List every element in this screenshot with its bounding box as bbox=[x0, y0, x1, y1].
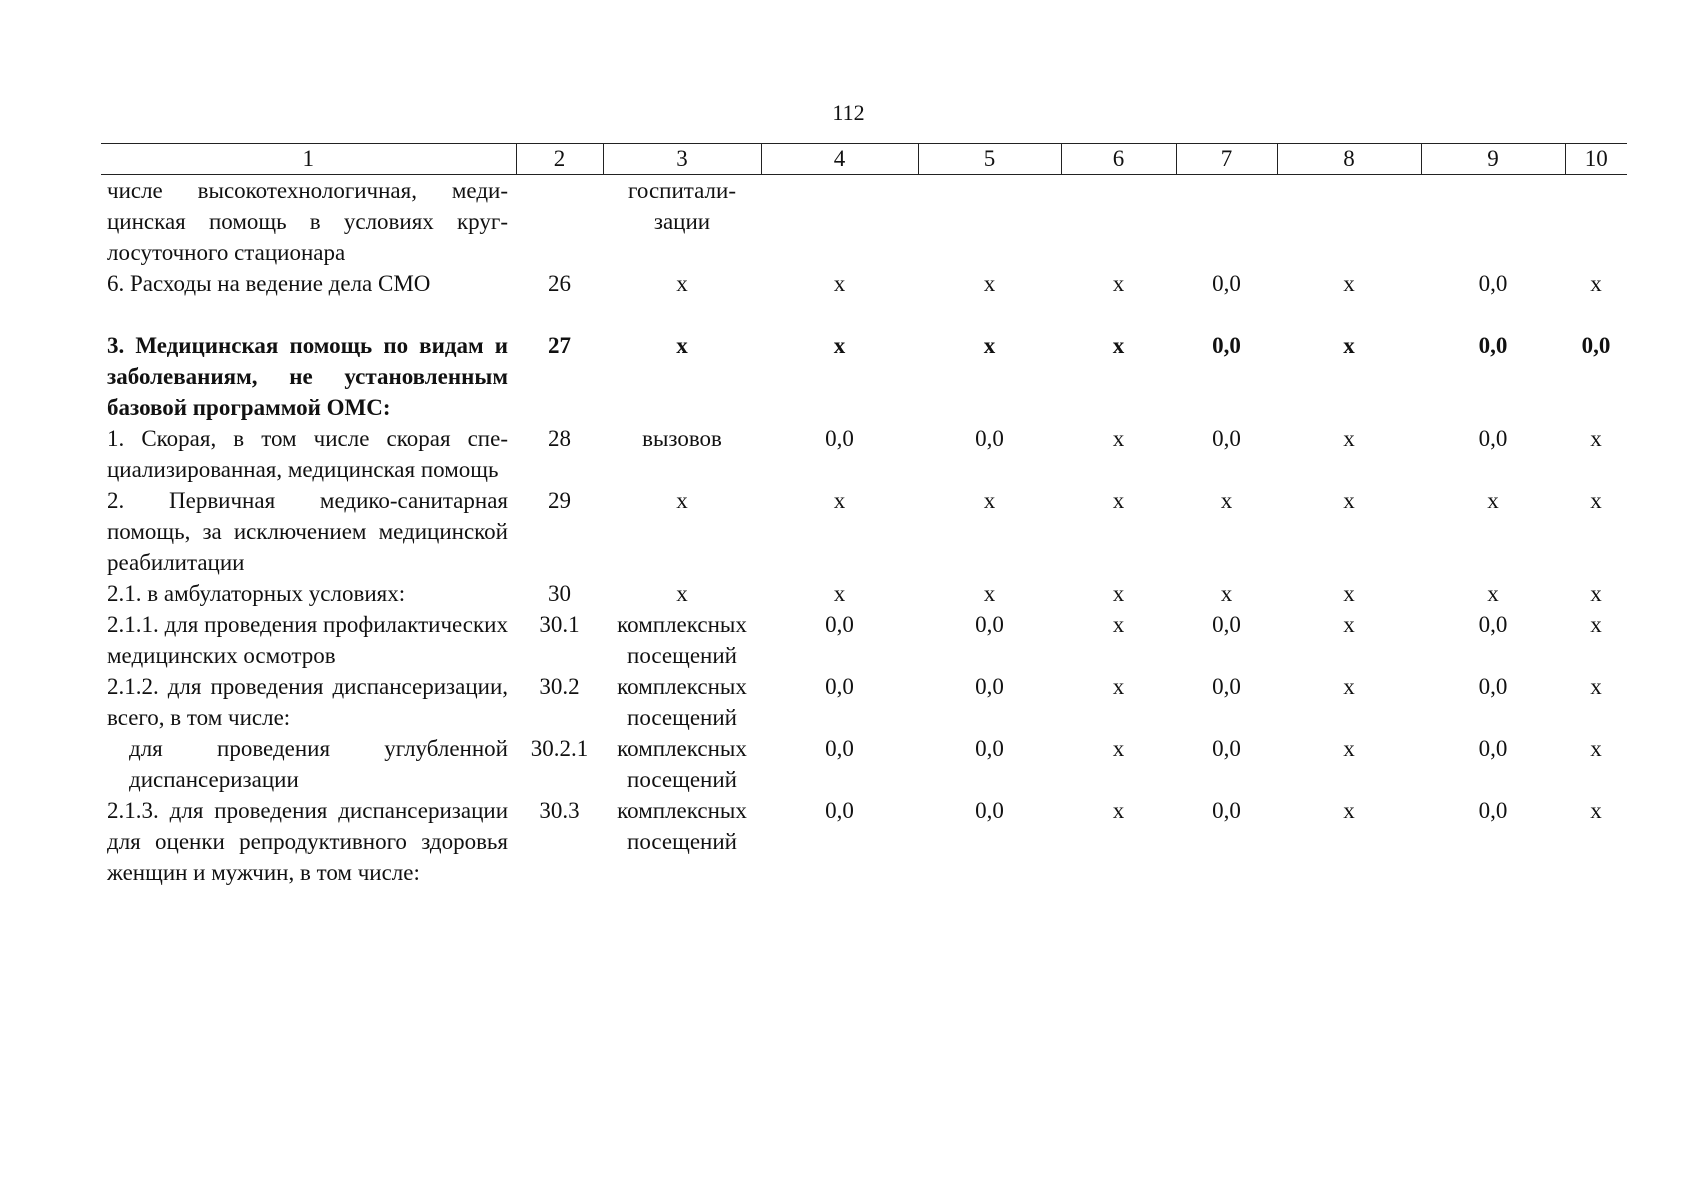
column-header-7: 7 bbox=[1176, 144, 1277, 175]
unit-cell: госпитализации bbox=[628, 178, 736, 234]
row-code-cell: 30 bbox=[548, 581, 571, 606]
row-code-cell: 30.1 bbox=[539, 612, 580, 637]
value-cell-6 bbox=[1061, 175, 1176, 269]
value-cell-7: 0,0 bbox=[1212, 736, 1241, 761]
row-name-cell: 2.1.1. для проведения профилактических медицинских осмотров bbox=[107, 612, 508, 668]
value-cell-10: х bbox=[1590, 612, 1602, 637]
table-row bbox=[101, 733, 1627, 795]
value-cell-8: х bbox=[1343, 581, 1355, 606]
value-cell-4: х bbox=[833, 333, 846, 358]
value-cell-6: х bbox=[1112, 674, 1125, 699]
value-cell-5: х bbox=[983, 333, 996, 358]
column-header-1: 1 bbox=[101, 144, 516, 175]
table-row bbox=[101, 175, 1627, 269]
value-cell-8: х bbox=[1343, 736, 1355, 761]
column-header-5: 5 bbox=[918, 144, 1061, 175]
value-cell-7: 0,0 bbox=[1212, 612, 1241, 637]
value-cell-6: х bbox=[1112, 798, 1125, 823]
row-name-cell: 3. Медицинская помощь по видам и заболеваниям, не установленным базовой программой ОМС: bbox=[107, 333, 508, 420]
value-cell-5: 0,0 bbox=[975, 674, 1004, 699]
table-body bbox=[101, 175, 1627, 889]
value-cell-7: 0,0 bbox=[1212, 798, 1241, 823]
value-cell-7 bbox=[1176, 175, 1277, 269]
row-code-cell: 30.2.1 bbox=[530, 736, 589, 761]
column-number-header bbox=[101, 144, 1627, 175]
value-cell-8: х bbox=[1343, 426, 1355, 451]
row-name-cell: 2.1.3. для проведения диспансеризации для оценки репродуктивного здоровья женщин и мужчин, в том числе: bbox=[107, 798, 508, 885]
value-cell-10: х bbox=[1590, 488, 1602, 513]
value-cell-4: 0,0 bbox=[825, 674, 854, 699]
value-cell-5: х bbox=[983, 581, 996, 606]
table-row bbox=[101, 578, 1627, 609]
value-cell-10 bbox=[1565, 175, 1627, 269]
value-cell-8: х bbox=[1343, 488, 1355, 513]
value-cell-10: х bbox=[1590, 798, 1602, 823]
row-code-cell: 26 bbox=[548, 271, 571, 296]
value-cell-9 bbox=[1421, 175, 1565, 269]
value-cell-9: 0,0 bbox=[1478, 798, 1508, 823]
row-name-cell: 1. Скорая, в том числе скорая специализированная, медицинская помощь bbox=[107, 426, 508, 482]
value-cell-4: 0,0 bbox=[825, 798, 854, 823]
value-cell-10: х bbox=[1590, 581, 1602, 606]
value-cell-4: 0,0 bbox=[825, 426, 854, 451]
value-cell-4: х bbox=[833, 581, 846, 606]
row-code-cell: 30.2 bbox=[539, 674, 580, 699]
row-code-cell: 27 bbox=[548, 333, 571, 358]
value-cell-6: х bbox=[1112, 333, 1125, 358]
value-cell-10: х bbox=[1590, 674, 1602, 699]
value-cell-9: 0,0 bbox=[1478, 736, 1508, 761]
value-cell-8 bbox=[1277, 175, 1421, 269]
row-code-cell bbox=[516, 175, 603, 269]
value-cell-5 bbox=[918, 175, 1061, 269]
unit-cell: вызовов bbox=[642, 426, 722, 451]
value-cell-9: х bbox=[1487, 488, 1499, 513]
value-cell-9: 0,0 bbox=[1478, 333, 1508, 358]
column-header-8: 8 bbox=[1277, 144, 1421, 175]
value-cell-4 bbox=[761, 175, 918, 269]
row-name-cell: 2.1. в амбулаторных условиях: bbox=[107, 581, 406, 606]
column-header-4: 4 bbox=[761, 144, 918, 175]
value-cell-5: 0,0 bbox=[975, 798, 1004, 823]
value-cell-8: х bbox=[1343, 333, 1355, 358]
row-name-cell: для проведения углубленной диспансеризации bbox=[129, 736, 508, 792]
value-cell-4: х bbox=[833, 488, 846, 513]
column-header-9: 9 bbox=[1421, 144, 1565, 175]
unit-cell: х bbox=[676, 271, 688, 296]
value-cell-7: 0,0 bbox=[1212, 674, 1241, 699]
column-header-10: 10 bbox=[1565, 144, 1627, 175]
table-row bbox=[101, 485, 1627, 578]
table-row bbox=[101, 795, 1627, 888]
table-row bbox=[101, 268, 1627, 299]
unit-cell: х bbox=[676, 488, 688, 513]
financing-table bbox=[101, 143, 1627, 888]
table-row bbox=[101, 609, 1627, 671]
value-cell-6: х bbox=[1112, 736, 1125, 761]
unit-cell: комплексных посещений bbox=[617, 736, 747, 792]
table-row bbox=[101, 671, 1627, 733]
value-cell-6: х bbox=[1112, 581, 1125, 606]
header-row bbox=[101, 144, 1627, 175]
value-cell-5: 0,0 bbox=[975, 612, 1004, 637]
row-code-cell: 29 bbox=[548, 488, 571, 513]
value-cell-6: х bbox=[1112, 426, 1125, 451]
value-cell-5: 0,0 bbox=[975, 426, 1004, 451]
value-cell-4: х bbox=[833, 271, 846, 296]
value-cell-9: 0,0 bbox=[1478, 674, 1508, 699]
value-cell-7: 0,0 bbox=[1212, 426, 1241, 451]
value-cell-4: 0,0 bbox=[825, 612, 854, 637]
value-cell-9: 0,0 bbox=[1478, 612, 1508, 637]
value-cell-7: х bbox=[1220, 581, 1233, 606]
unit-cell: комплексных посещений bbox=[617, 612, 747, 668]
unit-cell: комплексных посещений bbox=[617, 674, 747, 730]
value-cell-10: 0,0 bbox=[1581, 333, 1611, 358]
value-cell-10: х bbox=[1590, 271, 1602, 296]
value-cell-8: х bbox=[1343, 674, 1355, 699]
value-cell-10: х bbox=[1590, 736, 1602, 761]
unit-cell: х bbox=[676, 333, 688, 358]
value-cell-9: 0,0 bbox=[1478, 271, 1508, 296]
column-header-3: 3 bbox=[603, 144, 761, 175]
page-number: 112 bbox=[832, 100, 865, 125]
column-header-2: 2 bbox=[516, 144, 603, 175]
row-name-cell: 2.1.2. для проведения диспансеризации, всего, в том числе: bbox=[107, 674, 508, 730]
section-heading-row bbox=[101, 299, 1627, 423]
row-code-cell: 30.3 bbox=[539, 798, 580, 823]
value-cell-6: х bbox=[1112, 271, 1125, 296]
value-cell-5: 0,0 bbox=[975, 736, 1004, 761]
column-header-6: 6 bbox=[1061, 144, 1176, 175]
value-cell-4: 0,0 bbox=[825, 736, 854, 761]
value-cell-10: х bbox=[1590, 426, 1602, 451]
row-name-cell: числе высокотехнологичная, медицинская помощь в условиях круглосуточного стационара bbox=[107, 178, 508, 265]
value-cell-7: 0,0 bbox=[1212, 333, 1241, 358]
value-cell-6: х bbox=[1112, 488, 1125, 513]
unit-cell: комплексных посещений bbox=[617, 798, 747, 854]
value-cell-9: 0,0 bbox=[1478, 426, 1508, 451]
value-cell-5: х bbox=[983, 271, 996, 296]
value-cell-6: х bbox=[1112, 612, 1125, 637]
row-code-cell: 28 bbox=[548, 426, 571, 451]
value-cell-7: 0,0 bbox=[1212, 271, 1241, 296]
row-name-cell: 2. Первичная медико-санитарная помощь, за исключением медицинской реабилитации bbox=[107, 488, 508, 575]
value-cell-8: х bbox=[1343, 271, 1355, 296]
value-cell-8: х bbox=[1343, 612, 1355, 637]
value-cell-7: х bbox=[1220, 488, 1233, 513]
value-cell-5: х bbox=[983, 488, 996, 513]
value-cell-9: х bbox=[1487, 581, 1499, 606]
row-name-cell: 6. Расходы на ведение дела СМО bbox=[107, 271, 431, 296]
table-row bbox=[101, 423, 1627, 485]
unit-cell: х bbox=[676, 581, 688, 606]
value-cell-8: х bbox=[1343, 798, 1355, 823]
